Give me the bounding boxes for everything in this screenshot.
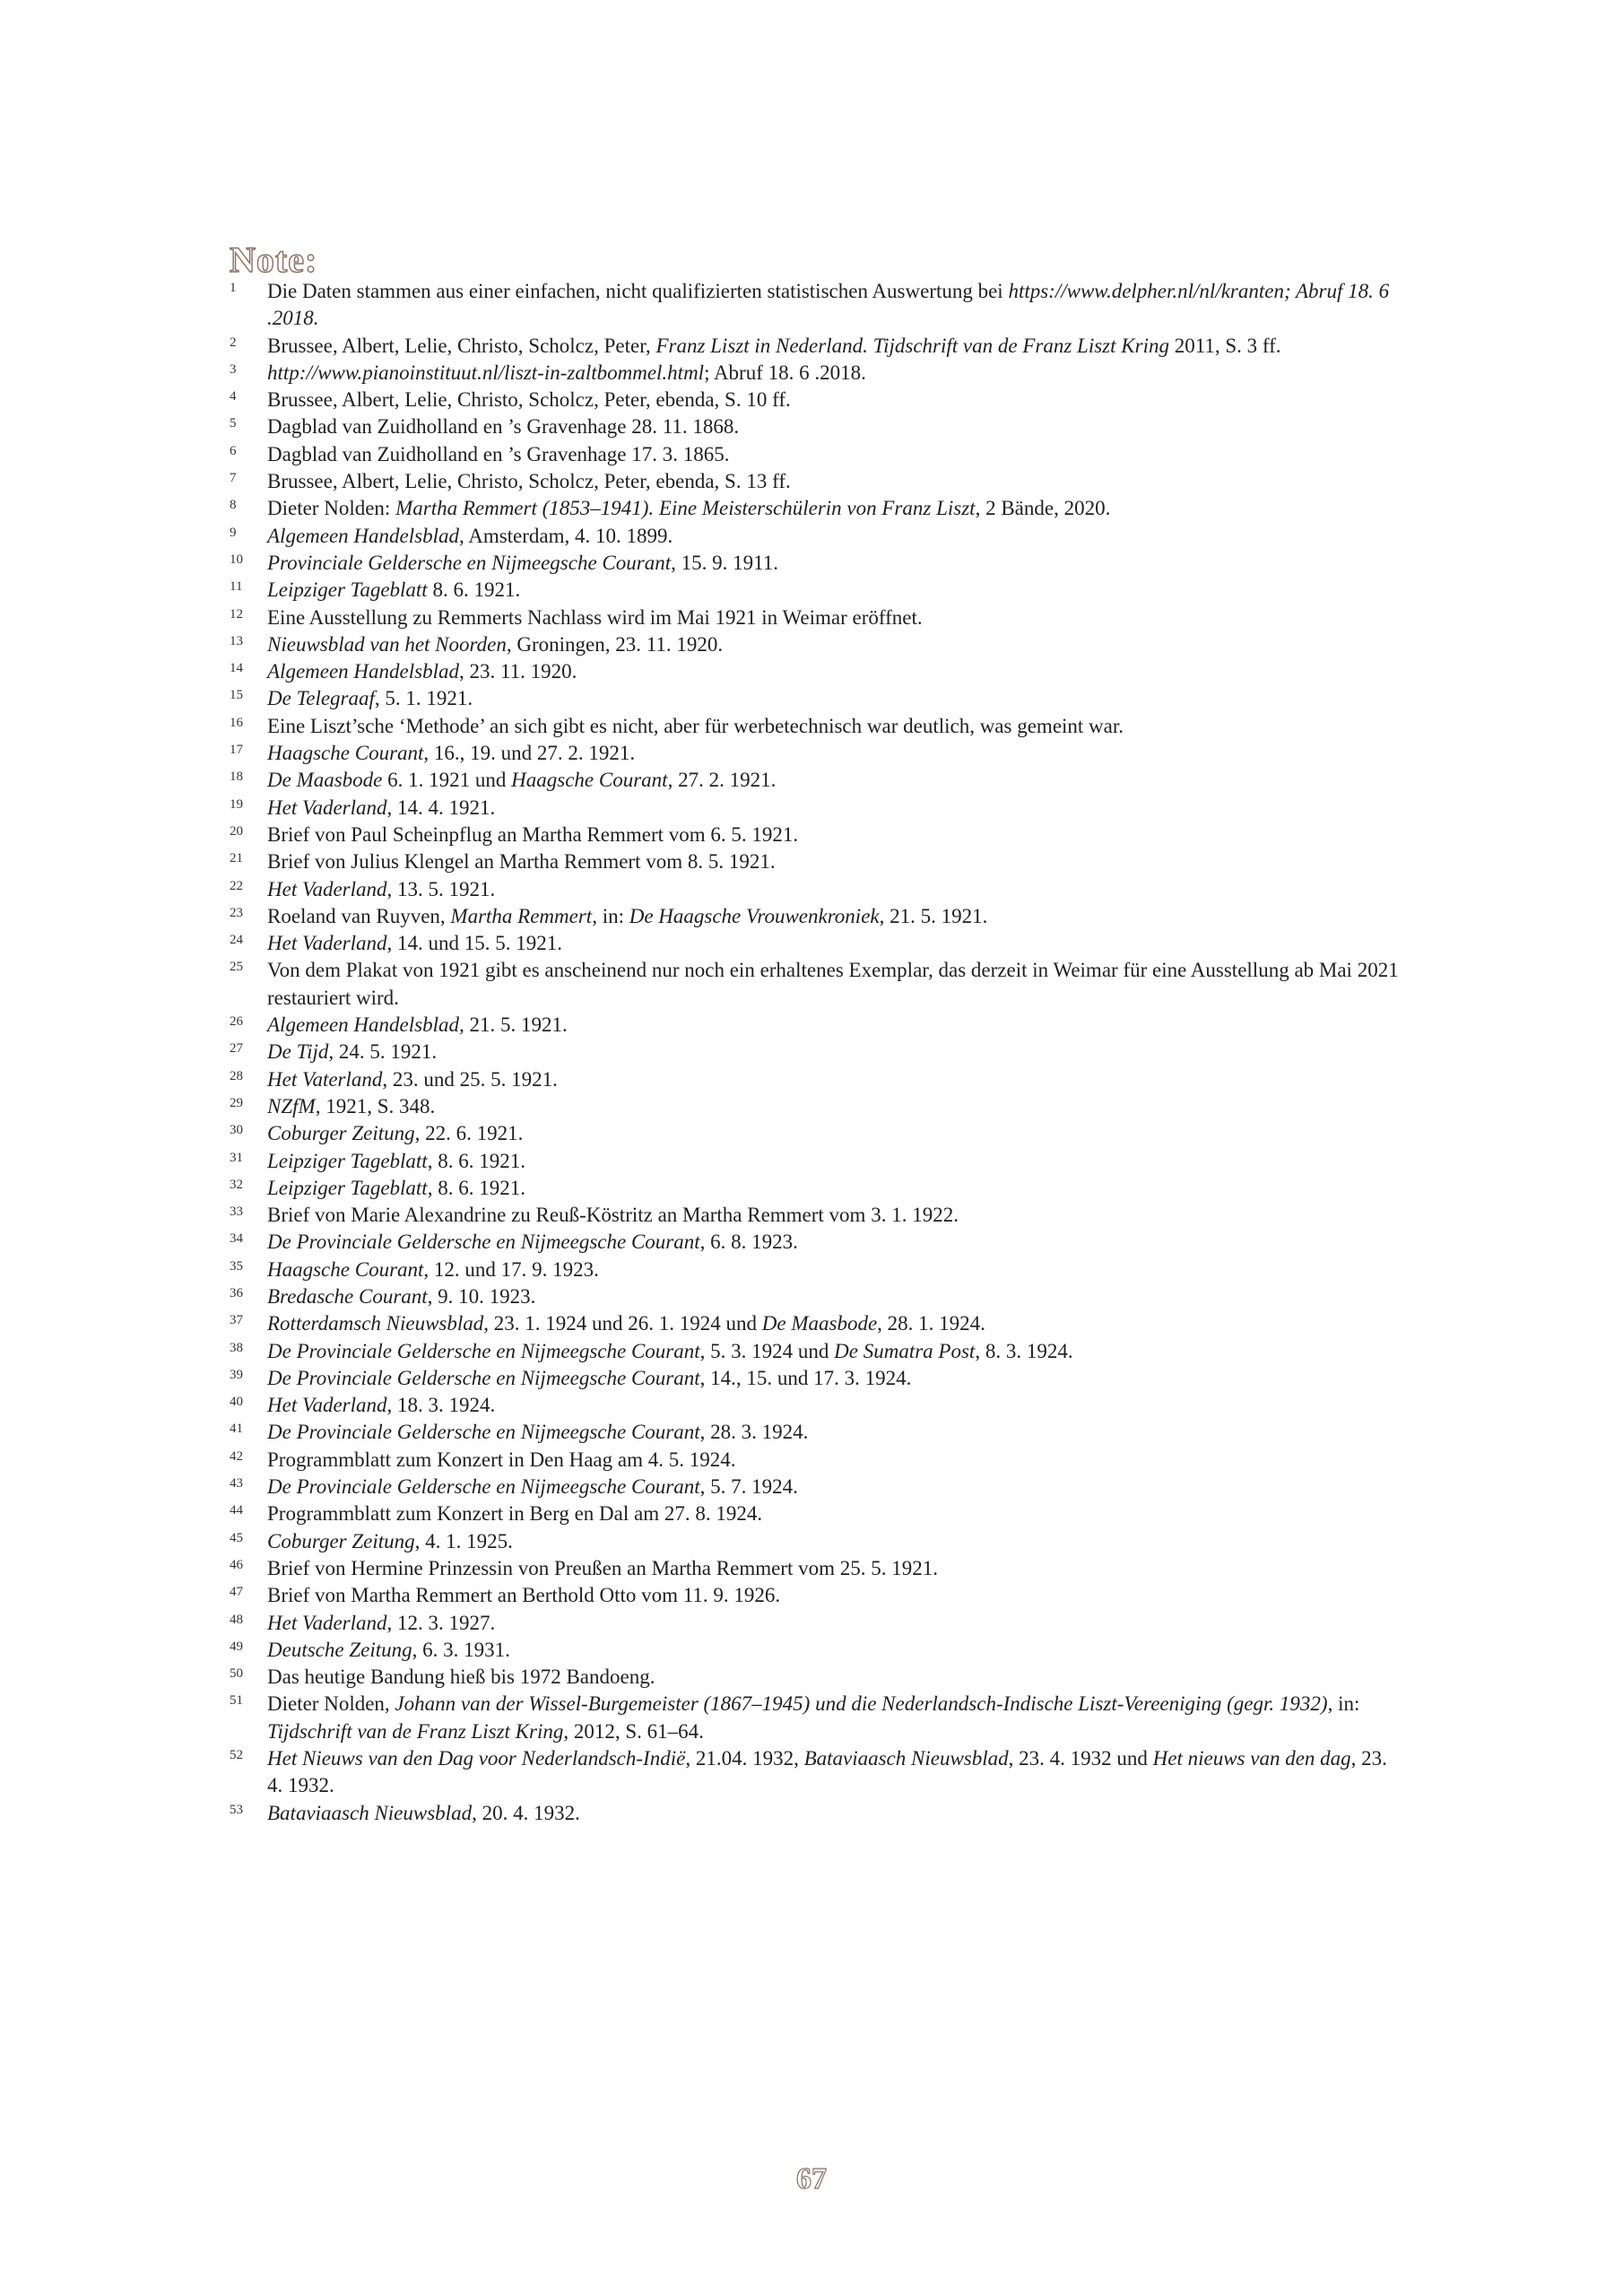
footnote-text: , 6. 3. 1931.: [412, 1638, 510, 1661]
footnote-text: , 23. 4. 1932.: [267, 1747, 1387, 1797]
footnote: [230, 495, 1404, 522]
footnote-number: 21: [230, 851, 243, 866]
footnote-text: , 22. 6. 1921.: [414, 1122, 524, 1145]
footnote-text: Eine Ausstellung zu Remmerts Nachlass wird im Mai 1921 in Weimar eröffnet.: [267, 605, 923, 629]
footnote-number: 33: [230, 1205, 243, 1220]
footnote-number: 18: [230, 770, 243, 785]
footnote-number: 20: [230, 823, 243, 839]
footnote: [230, 1474, 1404, 1500]
footnote-number: 2: [230, 335, 237, 350]
footnote: [230, 604, 1404, 631]
footnote-text: , 8. 6. 1921.: [427, 1149, 525, 1172]
footnote: [230, 767, 1404, 794]
footnote-number: 5: [230, 416, 237, 431]
footnote-number: 35: [230, 1258, 243, 1274]
footnote: [230, 1175, 1404, 1202]
footnote: [230, 1582, 1404, 1609]
footnote-number: 45: [230, 1530, 243, 1545]
footnote-text: Roeland van Ruyven,: [267, 904, 451, 927]
footnote: [230, 848, 1404, 875]
footnote-text-italic: De Telegraaf: [267, 687, 375, 710]
footnote: [230, 1120, 1404, 1147]
footnote: [230, 1610, 1404, 1637]
footnote-text-italic: Haagsche Courant: [267, 1257, 424, 1281]
footnote: [230, 1039, 1404, 1065]
footnote-text-italic: Het Vaderland: [267, 1394, 387, 1417]
footnote-text-italic: Het Nieuws van den Dag voor Nederlandsch-Indië: [267, 1747, 686, 1770]
footnote-text: , 4. 1. 1925.: [414, 1529, 513, 1552]
footnote-text-italic: Het Vaderland: [267, 932, 387, 955]
footnote-text-italic: Haagsche Courant: [511, 769, 668, 792]
footnote: [230, 1392, 1404, 1419]
footnote-text: 6. 1. 1921 und: [382, 769, 512, 792]
footnote-text: , 9. 10. 1923.: [427, 1284, 536, 1308]
footnote-number: 34: [230, 1231, 243, 1247]
footnote-text: , 8. 3. 1924.: [975, 1339, 1073, 1362]
footnote-text: , 21.04. 1932,: [685, 1747, 804, 1770]
footnote: [230, 658, 1404, 685]
footnote-number: 50: [230, 1666, 243, 1682]
footnote-text: Dagblad van Zuidholland en ’s Gravenhage 17. 3. 1865.: [267, 442, 730, 465]
footnote-text: , 23. 4. 1932 und: [1008, 1747, 1153, 1770]
footnote-number: 51: [230, 1693, 243, 1709]
footnote-text: , 12. 3. 1927.: [386, 1611, 496, 1634]
footnote-text: , 28. 3. 1924.: [699, 1421, 809, 1444]
footnote-number: 43: [230, 1476, 243, 1492]
footnote-number: 1: [230, 281, 237, 295]
footnote-number: 9: [230, 525, 237, 540]
footnote: [230, 413, 1404, 440]
footnote-text: , 28. 1. 1924.: [877, 1312, 985, 1335]
footnote-number: 4: [230, 389, 237, 404]
footnote: [230, 468, 1404, 495]
footnote-text: , 18. 3. 1924.: [386, 1394, 496, 1417]
footnote-text-italic: De Provinciale Geldersche en Nijmeegsche Courant: [267, 1366, 700, 1389]
footnote-number: 7: [230, 471, 237, 486]
footnote-number: 16: [230, 715, 243, 730]
footnote-text: , 15. 9. 1911.: [671, 551, 778, 574]
footnote-text: , 16., 19. und 27. 2. 1921.: [423, 742, 636, 765]
footnote-text-italic: Johann van der Wissel-Burgemeister (1867–1945) und die Nederlandsch-Indische Liszt-Vereeniging (gegr. 1932): [395, 1692, 1328, 1716]
footnote-text: , 5. 3. 1924 und: [699, 1339, 835, 1362]
footnote-number: 38: [230, 1340, 243, 1355]
footnote-text: , 24. 5. 1921.: [328, 1040, 438, 1064]
footnote-text-italic: De Maasbode: [267, 769, 383, 792]
footnote: [230, 1202, 1404, 1229]
footnote-text-italic: De Provinciale Geldersche en Nijmeegsche Courant: [267, 1231, 700, 1254]
footnote-text-italic: NZfM: [267, 1094, 316, 1118]
footnote-text: Brief von Hermine Prinzessin von Preußen an Martha Remmert vom 25. 5. 1921.: [267, 1556, 938, 1579]
footnote-text: 2011, S. 3 ff.: [1168, 334, 1281, 357]
footnote-text: , 20. 4. 1932.: [472, 1801, 580, 1824]
footnote: [230, 441, 1404, 468]
footnote-number: 13: [230, 633, 243, 648]
footnote: [230, 1257, 1404, 1283]
footnote-text-italic: Het Vaterland: [267, 1067, 383, 1091]
footnote-text-italic: Haagsche Courant: [267, 742, 424, 765]
footnote-text-italic: Het Vaderland: [267, 796, 387, 819]
footnote-text: , 1921, S. 348.: [315, 1094, 436, 1118]
footnote: [230, 822, 1404, 848]
footnote-number: 25: [230, 960, 243, 975]
footnote-text: Brussee, Albert, Lelie, Christo, Scholcz, Peter,: [267, 334, 656, 357]
footnote-text: Die Daten stammen aus einer einfachen, nicht qualifizierten statistischen Auswertung bei: [267, 280, 1009, 302]
footnote: [230, 360, 1404, 387]
footnote: [230, 1691, 1404, 1745]
footnote-text: Programmblatt zum Konzert in Berg en Dal am 27. 8. 1924.: [267, 1502, 763, 1526]
footnote: [230, 903, 1404, 930]
footnote-number: 42: [230, 1448, 243, 1464]
footnote-text: , 13. 5. 1921.: [386, 877, 496, 900]
footnote-number: 41: [230, 1422, 243, 1437]
footnote-number: 36: [230, 1285, 243, 1300]
footnote-text-italic: https://www.delpher.nl/nl/kranten; Abruf 18. 6 .2018.: [267, 280, 1390, 330]
footnote: [230, 387, 1404, 413]
footnote-text: , 6. 8. 1923.: [699, 1231, 798, 1254]
footnote-number: 19: [230, 796, 243, 812]
footnote: [230, 1555, 1404, 1582]
footnote-text: , 14. und 15. 5. 1921.: [386, 932, 563, 955]
footnote-text-italic: De Maasbode: [761, 1312, 878, 1335]
footnote: [230, 1283, 1404, 1310]
footnote-text-italic: Provinciale Geldersche en Nijmeegsche Courant: [267, 551, 672, 574]
footnote-text: , 23. 1. 1924 und 26. 1. 1924 und: [483, 1312, 762, 1335]
footnote-number: 26: [230, 1014, 243, 1030]
footnote-number: 47: [230, 1585, 243, 1600]
footnote-text: ; Abruf 18. 6 .2018.: [704, 361, 866, 384]
footnote: [230, 333, 1404, 360]
footnote: [230, 930, 1404, 957]
footnote-text-italic: Martha Remmert (1853–1941). Eine Meisterschülerin von Franz Liszt: [395, 497, 976, 520]
footnote-text-italic: Het Vaderland: [267, 1611, 387, 1634]
footnote: [230, 1229, 1404, 1256]
footnote-text: , 8. 6. 1921.: [427, 1176, 525, 1199]
footnote: [230, 1338, 1404, 1365]
footnote-number: 37: [230, 1313, 243, 1328]
footnote-text-italic: Leipziger Tageblatt: [267, 578, 428, 602]
footnote: [230, 1447, 1404, 1474]
footnote-text-italic: De Provinciale Geldersche en Nijmeegsche Courant: [267, 1475, 700, 1499]
footnote-text: , 14., 15. und 17. 3. 1924.: [699, 1366, 912, 1389]
page-number: 67: [796, 2162, 827, 2196]
footnote-text-italic: Nieuwsblad van het Noorden: [267, 632, 507, 656]
footnote: [230, 1419, 1404, 1446]
footnote-number: 17: [230, 743, 243, 758]
footnote-text: , 5. 7. 1924.: [699, 1475, 798, 1499]
footnote-text-italic: Het Vaderland: [267, 877, 387, 900]
footnote-text: , 2 Bände, 2020.: [975, 497, 1111, 520]
footnote-text: , Groningen, 23. 11. 1920.: [506, 632, 724, 656]
footnote: [230, 278, 1404, 333]
footnote-number: 15: [230, 688, 243, 703]
footnote: [230, 1093, 1404, 1120]
footnote-text: Dieter Nolden,: [267, 1692, 395, 1716]
footnote-number: 32: [230, 1177, 243, 1192]
footnote-number: 12: [230, 606, 243, 622]
footnote-text-italic: Bredasche Courant: [267, 1284, 428, 1308]
footnote-text-italic: Rotterdamsch Nieuwsblad: [267, 1312, 484, 1335]
footnote-text-italic: De Sumatra Post: [834, 1339, 976, 1362]
footnote: [230, 1745, 1404, 1800]
footnote-text-italic: Bataviaasch Nieuwsblad: [267, 1801, 473, 1824]
footnote-text: , in:: [592, 904, 629, 927]
footnote-number: 44: [230, 1503, 243, 1518]
footnote-number: 14: [230, 661, 243, 676]
footnote-text: Von dem Plakat von 1921 gibt es anscheinend nur noch ein erhaltenes Exemplar, das derzeit in Weimar für eine Ausstellung ab Mai 2021 restauriert wird.: [267, 959, 1399, 1009]
footnote-text-italic: Martha Remmert: [450, 904, 593, 927]
footnote-text-italic: Coburger Zeitung: [267, 1529, 415, 1552]
footnote-number: 10: [230, 552, 243, 567]
footnote-text: 21. 5. 1921.: [464, 1013, 568, 1037]
footnote-text: , in:: [1327, 1692, 1360, 1716]
footnote-text: Brief von Julius Klengel an Martha Remmert vom 8. 5. 1921.: [267, 850, 776, 874]
footnote-text: , 23. und 25. 5. 1921.: [382, 1067, 558, 1091]
footnote-text-italic: Deutsche Zeitung: [267, 1638, 412, 1661]
footnote-number: 49: [230, 1639, 243, 1654]
notes-heading: Note:: [230, 239, 318, 280]
footnote-text-italic: Franz Liszt in Nederland. Tijdschrift van de Franz Liszt Kring: [655, 334, 1169, 357]
footnote-number: 40: [230, 1395, 243, 1410]
footnote-text: , 12. und 17. 9. 1923.: [423, 1257, 599, 1281]
footnote: [230, 1148, 1404, 1175]
footnote-text: Dagblad van Zuidholland en ’s Gravenhage 28. 11. 1868.: [267, 415, 740, 439]
footnote: [230, 1066, 1404, 1093]
footnote-text-italic: De Provinciale Geldersche en Nijmeegsche Courant: [267, 1339, 700, 1362]
footnote-text: , Amsterdam, 4. 10. 1899.: [458, 524, 673, 547]
footnote-text: , 2012, S. 61–64.: [563, 1719, 704, 1743]
footnote-number: 31: [230, 1150, 243, 1165]
footnote-text-italic: Bataviaasch Nieuwsblad: [803, 1747, 1009, 1770]
footnote-text: Brussee, Albert, Lelie, Christo, Scholcz, Peter, ebenda, S. 10 ff.: [267, 388, 791, 412]
footnote: [230, 1800, 1404, 1827]
footnote-number: 29: [230, 1095, 243, 1110]
footnote-number: 28: [230, 1068, 243, 1083]
footnote-text-italic: De Haagsche Vrouwenkroniek: [629, 904, 880, 927]
footnote: [230, 876, 1404, 903]
footnote-text-italic: http://www.pianoinstituut.nl/liszt-in-zaltbommel.html: [267, 361, 705, 384]
footnote: [230, 1528, 1404, 1555]
footnote-number: 6: [230, 443, 237, 458]
footnote-text: , 21. 5. 1921.: [879, 904, 988, 927]
footnote-text: Eine Liszt’sche ‘Methode’ an sich gibt es nicht, aber für werbetechnisch war deutlich, was gemeint war.: [267, 714, 1124, 737]
footnote-number: 11: [230, 579, 243, 595]
footnote-number: 39: [230, 1367, 243, 1382]
footnote: [230, 713, 1404, 740]
footnote: [230, 1500, 1404, 1527]
footnote-text: Das heutige Bandung hieß bis 1972 Bandoeng.: [267, 1665, 655, 1689]
footnote-number: 8: [230, 498, 237, 513]
footnote-text-italic: Tijdschrift van de Franz Liszt Kring: [267, 1719, 564, 1743]
footnote: [230, 577, 1404, 604]
footnote: [230, 1310, 1404, 1337]
footnote: [230, 1365, 1404, 1392]
notes-list: [230, 278, 1404, 1827]
footnote-text-italic: De Provinciale Geldersche en Nijmeegsche Courant: [267, 1421, 700, 1444]
footnote-number: 52: [230, 1748, 243, 1763]
footnote-text: Brussee, Albert, Lelie, Christo, Scholcz, Peter, ebenda, S. 13 ff.: [267, 470, 791, 493]
footnote-text: , 5. 1. 1921.: [374, 687, 473, 710]
footnote: [230, 631, 1404, 658]
footnote-text: Brief von Martha Remmert an Berthold Otto vom 11. 9. 1926.: [267, 1584, 781, 1607]
footnote-number: 22: [230, 878, 243, 893]
footnote-text: Programmblatt zum Konzert in Den Haag am 4. 5. 1924.: [267, 1448, 736, 1471]
footnote: [230, 795, 1404, 822]
footnote-number: 3: [230, 361, 237, 377]
footnote-text: , 14. 4. 1921.: [386, 796, 496, 819]
footnote-number: 27: [230, 1041, 243, 1057]
footnote: [230, 740, 1404, 767]
footnote-text: , 27. 2. 1921.: [667, 769, 777, 792]
footnote-number: 48: [230, 1612, 243, 1627]
footnote: [230, 550, 1404, 577]
footnote-text-italic: Leipziger Tageblatt: [267, 1176, 428, 1199]
footnote-text-italic: Leipziger Tageblatt: [267, 1149, 428, 1172]
footnote-text: Brief von Marie Alexandrine zu Reuß-Köstritz an Martha Remmert vom 3. 1. 1922.: [267, 1204, 959, 1227]
footnote: [230, 685, 1404, 712]
footnote-number: 30: [230, 1123, 243, 1138]
footnote-text: 8. 6. 1921.: [427, 578, 521, 602]
footnote-number: 24: [230, 933, 243, 948]
footnote-number: 53: [230, 1802, 243, 1817]
footnote-number: 23: [230, 905, 243, 920]
footnote-text: Dieter Nolden:: [267, 497, 396, 520]
footnote-text-italic: De Tijd: [267, 1040, 329, 1064]
footnote-text-italic: Algemeen Handelsblad: [267, 660, 459, 683]
footnote-number: 46: [230, 1557, 243, 1572]
footnote-text-italic: Het nieuws van den dag: [1152, 1747, 1351, 1770]
footnote: [230, 1012, 1404, 1039]
footnote-text-italic: Algemeen Handelsblad,: [267, 1013, 464, 1037]
footnote: [230, 957, 1404, 1012]
footnote: [230, 1664, 1404, 1691]
footnote-text: Brief von Paul Scheinpflug an Martha Remmert vom 6. 5. 1921.: [267, 822, 799, 846]
footnote-text-italic: Coburger Zeitung: [267, 1122, 415, 1145]
footnote-text: , 23. 11. 1920.: [458, 660, 577, 683]
footnote-text-italic: Algemeen Handelsblad: [267, 524, 459, 547]
footnote: [230, 1637, 1404, 1664]
footnote: [230, 523, 1404, 550]
